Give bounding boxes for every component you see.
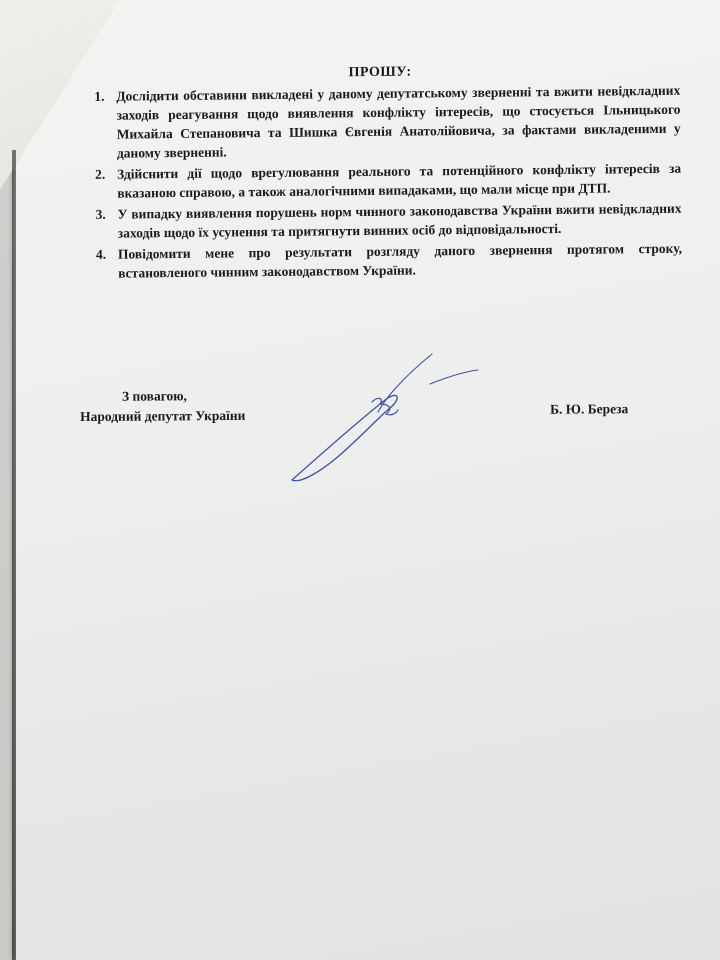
request-list [80, 81, 682, 283]
page-edge-shadow [12, 150, 16, 960]
item-number: 2. [95, 166, 106, 182]
list-item [95, 199, 682, 243]
signer-name: Б. Ю. Береза [549, 401, 629, 417]
item-number: 4. [95, 246, 107, 262]
item-text: У випадку виявлення порушень норм чинного законодавства України вжити невідкладних заходів щодо їх усунення та притягнути винних осіб до відповідальності. [117, 200, 682, 241]
list-item [95, 239, 683, 283]
item-number: 3. [95, 206, 106, 222]
item-number: 1. [94, 88, 105, 104]
document-heading: ПРОШУ: [348, 64, 412, 81]
signer-position: Народний депутат України [80, 407, 246, 425]
document-body [80, 60, 682, 285]
item-text: Здійснити дії щодо врегулювання реального та потенційного конфлікту інтересів за вказаною справою, а також аналогічними випадаками, що мали місце при ДТП. [117, 160, 682, 201]
handwritten-signature [280, 350, 490, 490]
list-item [94, 81, 681, 163]
list-item [95, 159, 682, 203]
closing-text: З повагою, [121, 388, 187, 404]
item-text: Дослідити обставини викладені у даному депутатському зверненні та вжити невідкладних заходів реагування щодо виявлення конфлікту інтересів, що стосується Ільницького Михайла Степановича та Шишка Євгенія Анатолійовича, за фактами викладеними у даному зверненні. [116, 82, 681, 161]
item-text: Повідомити мене про результати розгляду даного звернення протягом строку, встановленого чинним законодавством України. [117, 240, 683, 281]
